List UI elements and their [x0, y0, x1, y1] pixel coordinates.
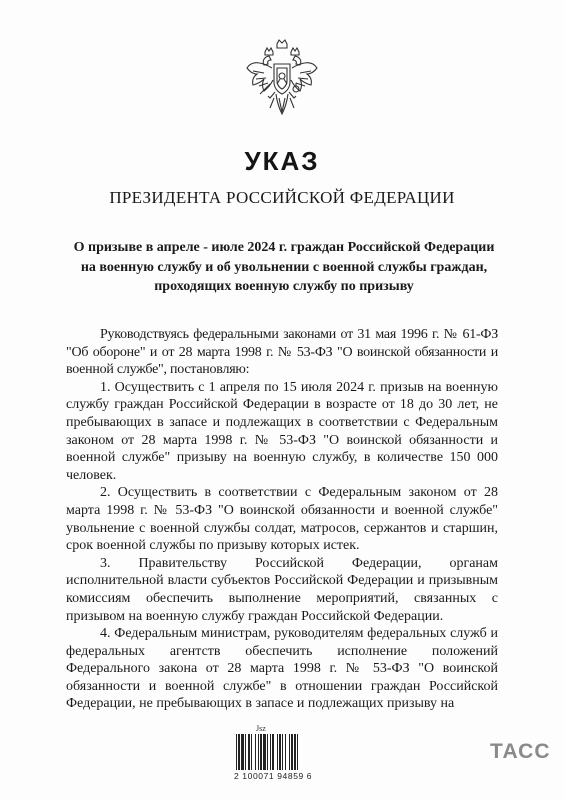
decree-heading: О призыве в апреле - июле 2024 г. граждан Российской Федерации на военную службу и об увольнении с военной службы граждан, проходящих военную службу по призыву [73, 240, 495, 294]
barcode-mark: Jsz [256, 724, 266, 733]
preamble-paragraph: Руководствуясь федеральными законами от 31 мая 1996 г. № 61-ФЗ "Об обороне" и от 28 марта 1998 г. № 53-ФЗ "О воинской обязанности и военной службе", постановляю: [66, 327, 498, 378]
double-headed-eagle-emblem-icon [244, 38, 320, 126]
paragraph-3: 3. Правительству Российской Федерации, органам исполнительной власти субъектов Российской Федерации и призывным комиссиям обеспечить выполнение мероприятий, связанных с призывом на военную службу граждан Российской Федерации. [66, 555, 498, 624]
paragraph-4: 4. Федеральным министрам, руководителям федеральных служб и федеральных агентств обеспечить исполнение положений Федерального закона от 28 марта 1998 г. № 53-ФЗ "О воинской обязанности и военной службе" в отношении граждан Российской Федерации, не пребывающих в запасе и подлежащих призыву на [66, 626, 498, 712]
barcode-icon [234, 734, 314, 770]
document-subtitle: ПРЕЗИДЕНТА РОССИЙСКОЙ ФЕДЕРАЦИИ [109, 188, 455, 207]
barcode-block [234, 724, 314, 781]
barcode-number: 2 100071 94859 6 [234, 771, 313, 781]
paragraph-2: 2. Осуществить в соответствии с Федеральным законом от 28 марта 1998 г. № 53-ФЗ "О воинской обязанности и военной службе" увольнение с военной службы солдат, матросов, сержантов и старшин, срок военной службы по призыву которых истек. [66, 485, 498, 554]
decree-body [66, 326, 498, 713]
paragraph-1: 1. Осуществить с 1 апреля по 15 июля 2024 г. призыв на военную службу граждан Российской Федерации в возрасте от 18 до 30 лет, не пребывающих в запасе и подлежащих в соответствии с Федеральным законом от 28 марта 1998 г. № 53-ФЗ "О воинской обязанности и военной службе" призыву на военную службу, в количестве 150 000 человек. [66, 379, 498, 483]
document-title: УКАЗ [244, 146, 320, 176]
tass-logo: ТАСС [490, 740, 551, 763]
